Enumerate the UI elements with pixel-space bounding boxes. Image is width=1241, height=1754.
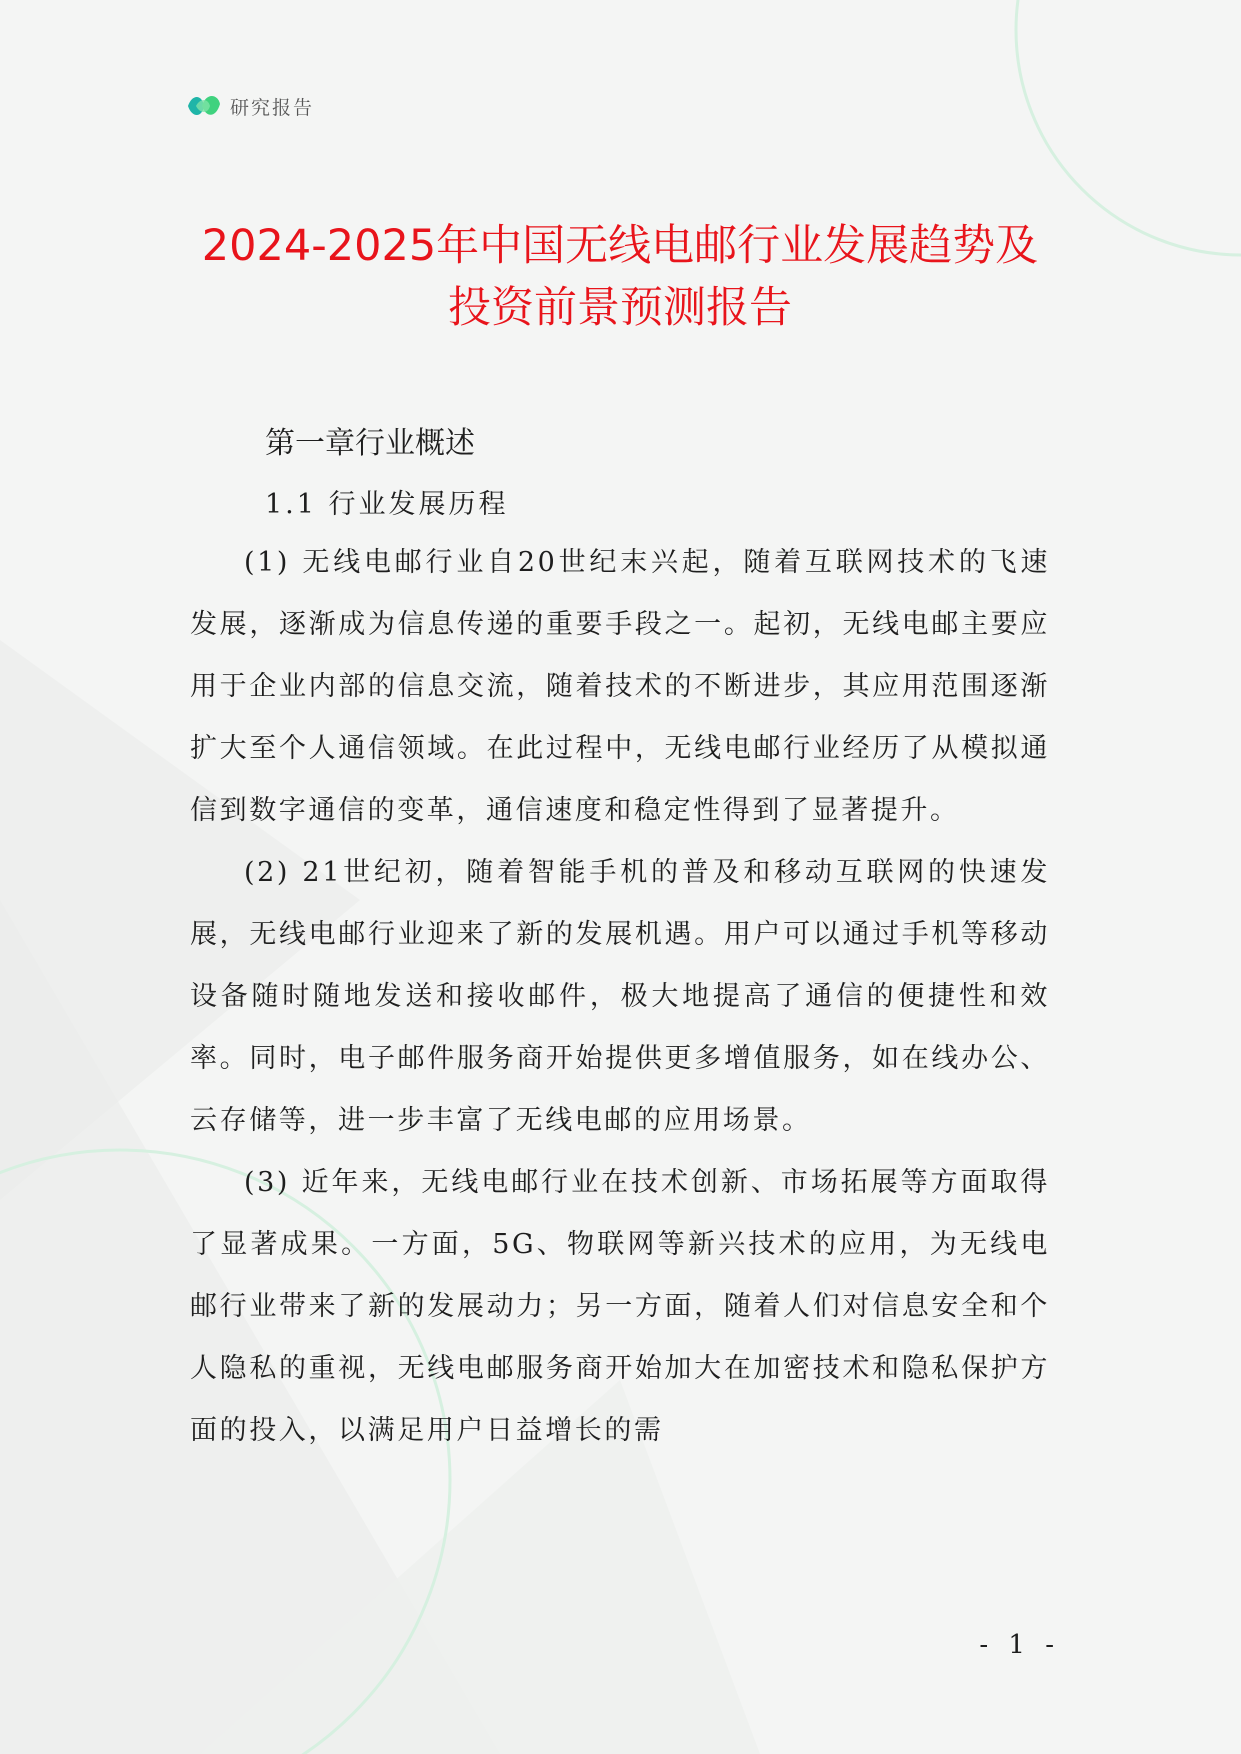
report-title-line-2: 投资前景预测报告 bbox=[448, 283, 792, 333]
paragraph: (1) 无线电邮行业自20世纪末兴起，随着互联网技术的飞速发展，逐渐成为信息传递的重要手段之一。起初，无线电邮主要应用于企业内部的信息交流，随着技术的不断进步，其应用范围逐渐扩大至个人通信领域。在此过程中，无线电邮行业经历了从模拟通信到数字通信的变革，通信速度和稳定性得到了显著提升。 bbox=[190, 547, 1050, 826]
paragraph: (3) 近年来，无线电邮行业在技术创新、市场拓展等方面取得了显著成果。一方面，5G、物联网等新兴技术的应用，为无线电邮行业带来了新的发展动力；另一方面，随着人们对信息安全和个人隐私的重视，无线电邮服务商开始加大在加密技术和隐私保护方面的投入，以满足用户日益增长的需 bbox=[190, 1167, 1050, 1446]
section-heading: 1.1 行业发展历程 bbox=[265, 489, 509, 520]
report-title bbox=[160, 215, 1080, 339]
page-number: - 1 - bbox=[979, 1630, 1060, 1660]
body-text bbox=[190, 532, 1050, 1462]
header-label: 研究报告 bbox=[230, 96, 315, 119]
paragraph: (2) 21世纪初，随着智能手机的普及和移动互联网的快速发展，无线电邮行业迎来了新的发展机遇。用户可以通过手机等移动设备随时随地发送和接收邮件，极大地提高了通信的便捷性和效率。同时，电子邮件服务商开始提供更多增值服务，如在线办公、云存储等，进一步丰富了无线电邮的应用场景。 bbox=[190, 857, 1050, 1136]
brand-leaf-logo-icon bbox=[186, 90, 222, 122]
chapter-heading: 第一章行业概述 bbox=[265, 426, 475, 461]
report-header bbox=[186, 88, 314, 124]
report-title-line-1: 2024-2025年中国无线电邮行业发展趋势及 bbox=[201, 221, 1039, 271]
